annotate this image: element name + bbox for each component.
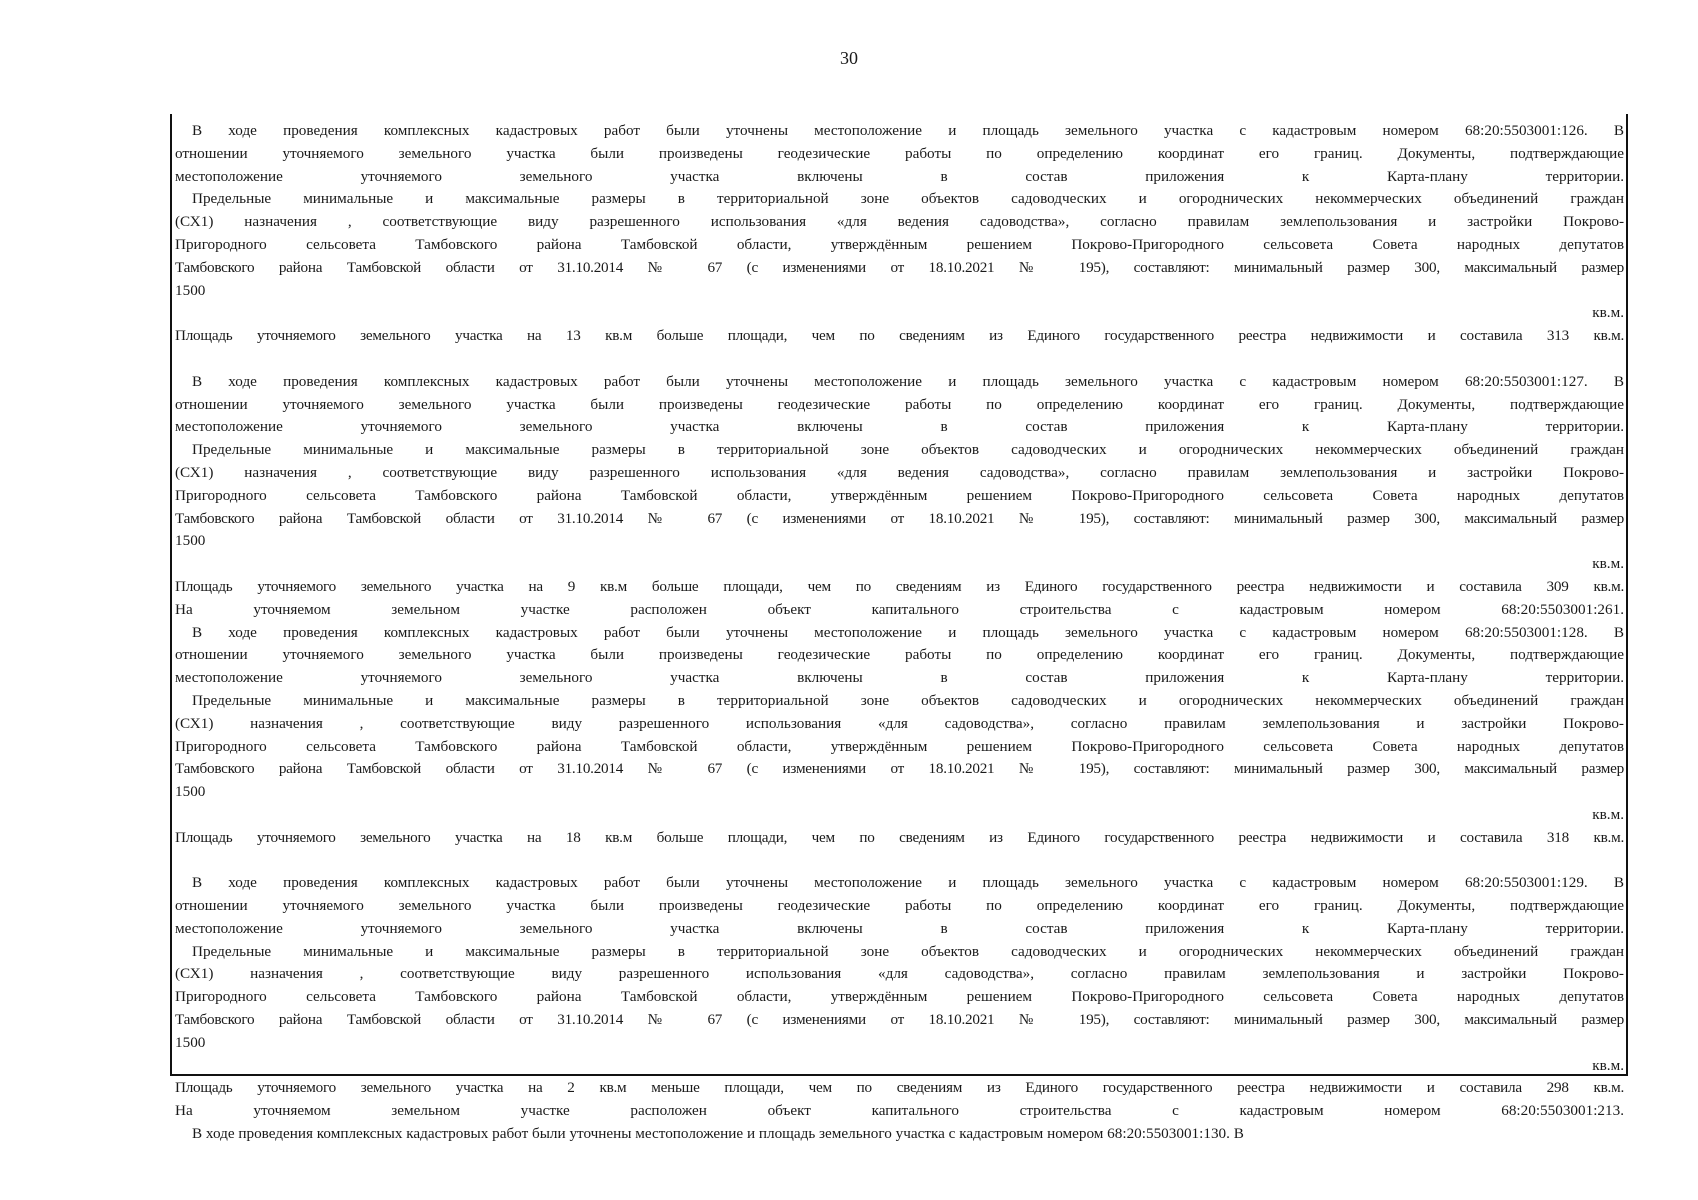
- text-line: Пригородного сельсовета Тамбовского района Тамбовской области, утверждённым решением Покрово-Пригородного сельсовета Совета народных депутатов: [175, 235, 1624, 253]
- text-line: На уточняемом земельном участке расположен объект капитального строительства с кадастровым номером 68:20:5503001:261.: [175, 600, 1624, 618]
- text-line: В ходе проведения комплексных кадастровых работ были уточнены местоположение и площадь земельного участка с кадастровым номером 68:20:5503001:129. В: [192, 874, 1624, 892]
- text-line: отношении уточняемого земельного участка были произведены геодезические работы по определению координат его границ. Документы, подтверждающие: [175, 395, 1624, 413]
- text-line: Предельные минимальные и максимальные размеры в территориальной зоне объектов садоводческих и огороднических некоммерческих объединений граждан: [192, 190, 1624, 208]
- text-line: 1500: [175, 1033, 206, 1051]
- text-line: Площадь уточняемого земельного участка на 9 кв.м больше площади, чем по сведениям из Единого государственного реестра недвижимости и составила 309 кв.м.: [175, 577, 1624, 595]
- text-line: Площадь уточняемого земельного участка на 13 кв.м больше площади, чем по сведениям из Единого государственного реестра недвижимости и составила 313 кв.м.: [175, 327, 1624, 345]
- parcel-block: [175, 120, 1624, 348]
- document-body: [170, 114, 1628, 1143]
- text-line: (СХ1) назначения , соответствующие виду разрешенного использования «для ведения садоводства», согласно правилам землепользования и застройки Покрово-: [175, 213, 1624, 231]
- text-line: В ходе проведения комплексных кадастровых работ были уточнены местоположение и площадь земельного участка с кадастровым номером 68:20:5503001:127. В: [192, 372, 1624, 390]
- text-line: Тамбовского района Тамбовской области от 31.10.2014 № 67 (с изменениями от 18.10.2021 № 195), составляют: минимальный размер 300, максимальный размер: [175, 760, 1624, 778]
- text-line: Предельные минимальные и максимальные размеры в территориальной зоне объектов садоводческих и огороднических некоммерческих объединений граждан: [192, 441, 1624, 459]
- text-line: Предельные минимальные и максимальные размеры в территориальной зоне объектов садоводческих и огороднических некоммерческих объединений граждан: [192, 942, 1624, 960]
- text-line: кв.м.: [1592, 304, 1624, 322]
- text-line: Площадь уточняемого земельного участка на 2 кв.м меньше площади, чем по сведениям из Единого государственного реестра недвижимости и составила 298 кв.м.: [175, 1079, 1624, 1097]
- text-line: В ходе проведения комплексных кадастровых работ были уточнены местоположение и площадь земельного участка с кадастровым номером 68:20:5503001:128. В: [192, 623, 1624, 641]
- text-line: кв.м.: [1592, 555, 1624, 573]
- parcel-block: [175, 371, 1624, 622]
- text-line: Площадь уточняемого земельного участка на 18 кв.м больше площади, чем по сведениям из Единого государственного реестра недвижимости и составила 318 кв.м.: [175, 828, 1624, 846]
- text-line: местоположение уточняемого земельного участка включены в состав приложения к Карта-плану территории.: [175, 418, 1624, 436]
- text-line: кв.м.: [1592, 1056, 1624, 1074]
- text-line: 1500: [175, 532, 206, 550]
- text-line: отношении уточняемого земельного участка были произведены геодезические работы по определению координат его границ. Документы, подтверждающие: [175, 897, 1624, 915]
- text-line: Предельные минимальные и максимальные размеры в территориальной зоне объектов садоводческих и огороднических некоммерческих объединений граждан: [192, 691, 1624, 709]
- text-line: Пригородного сельсовета Тамбовского района Тамбовской области, утверждённым решением Покрово-Пригородного сельсовета Совета народных депутатов: [175, 737, 1624, 755]
- parcel-block: [175, 1123, 1624, 1146]
- text-line: Пригородного сельсовета Тамбовского района Тамбовской области, утверждённым решением Покрово-Пригородного сельсовета Совета народных депутатов: [175, 988, 1624, 1006]
- text-line: Тамбовского района Тамбовской области от 31.10.2014 № 67 (с изменениями от 18.10.2021 № 195), составляют: минимальный размер 300, максимальный размер: [175, 1011, 1624, 1029]
- text-line: Тамбовского района Тамбовской области от 31.10.2014 № 67 (с изменениями от 18.10.2021 № 195), составляют: минимальный размер 300, максимальный размер: [175, 509, 1624, 527]
- text-line: 1500: [175, 783, 206, 801]
- text-line: В ходе проведения комплексных кадастровых работ были уточнены местоположение и площадь земельного участка с кадастровым номером 68:20:5503001:130. В: [192, 1125, 1244, 1143]
- spacer: [175, 850, 1624, 873]
- text-line: Пригородного сельсовета Тамбовского района Тамбовской области, утверждённым решением Покрово-Пригородного сельсовета Совета народных депутатов: [175, 486, 1624, 504]
- text-line: (СХ1) назначения , соответствующие виду разрешенного использования «для садоводства», согласно правилам землепользования и застройки Покрово-: [175, 714, 1624, 732]
- text-line: 1500: [175, 281, 206, 299]
- page-number: 30: [840, 48, 858, 68]
- parcel-block: [175, 872, 1624, 1123]
- text-line: (СХ1) назначения , соответствующие виду разрешенного использования «для садоводства», согласно правилам землепользования и застройки Покрово-: [175, 965, 1624, 983]
- text-line: отношении уточняемого земельного участка были произведены геодезические работы по определению координат его границ. Документы, подтверждающие: [175, 144, 1624, 162]
- text-line: местоположение уточняемого земельного участка включены в состав приложения к Карта-плану территории.: [175, 919, 1624, 937]
- text-line: местоположение уточняемого земельного участка включены в состав приложения к Карта-плану территории.: [175, 669, 1624, 687]
- spacer: [175, 348, 1624, 371]
- text-line: отношении уточняемого земельного участка были произведены геодезические работы по определению координат его границ. Документы, подтверждающие: [175, 646, 1624, 664]
- text-line: местоположение уточняемого земельного участка включены в состав приложения к Карта-плану территории.: [175, 167, 1624, 185]
- text-line: (СХ1) назначения , соответствующие виду разрешенного использования «для ведения садоводства», согласно правилам землепользования и застройки Покрово-: [175, 463, 1624, 481]
- text-line: Тамбовского района Тамбовской области от 31.10.2014 № 67 (с изменениями от 18.10.2021 № 195), составляют: минимальный размер 300, максимальный размер: [175, 258, 1624, 276]
- text-line: В ходе проведения комплексных кадастровых работ были уточнены местоположение и площадь земельного участка с кадастровым номером 68:20:5503001:126. В: [192, 122, 1624, 139]
- text-line: кв.м.: [1592, 805, 1624, 823]
- text-line: На уточняемом земельном участке расположен объект капитального строительства с кадастровым номером 68:20:5503001:213.: [175, 1102, 1624, 1120]
- parcel-block: [175, 622, 1624, 850]
